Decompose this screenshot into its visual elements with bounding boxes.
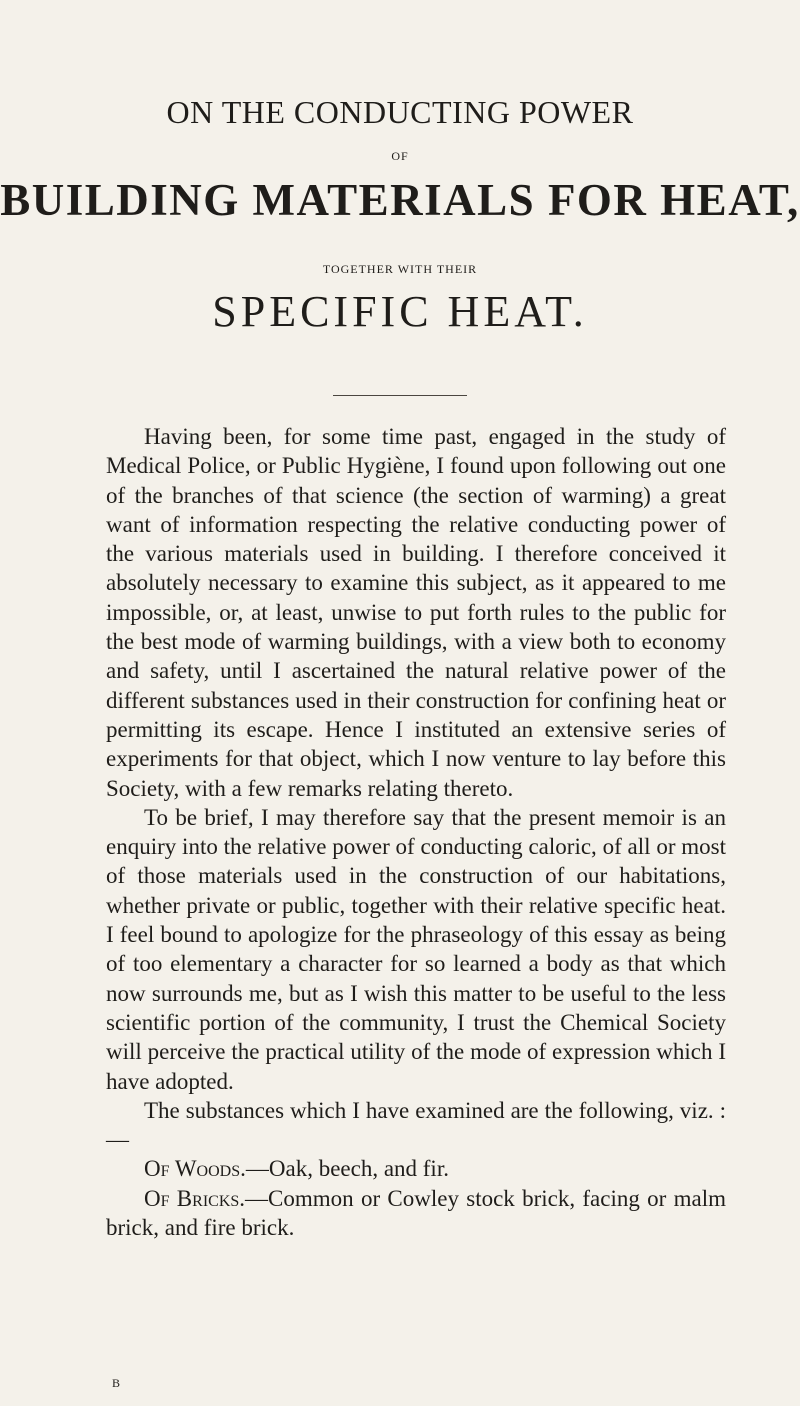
woods-label: Of Woods.	[144, 1156, 246, 1182]
paragraph-2: To be brief, I may therefore say that the present memoir is an enquiry into the relative power of conducting caloric, of all or most of those materials used in the construction of our habitations, whether private or public, together with their relative specific heat. I feel bound to apologize for the phraseology of this essay as being of too elementary a character for so learned a body as that which now surrounds me, but as I wish this matter to be useful to the less scientific portion of the community, I trust the Chemical Society will perceive the practical utility of the mode of expression which I have adopted.	[106, 804, 726, 1094]
title-together: TOGETHER WITH THEIR	[322, 262, 478, 276]
woods-text: —Oak, beech, and fir.	[245, 1156, 449, 1182]
title-divider	[333, 395, 467, 396]
title-line-1: ON THE CONDUCTING POWER	[166, 94, 634, 130]
bricks-entry	[106, 1184, 726, 1243]
signature-mark: B	[112, 1376, 122, 1390]
bricks-label: Of Bricks.	[144, 1185, 246, 1211]
woods-entry	[106, 1154, 726, 1183]
paragraph-3: The substances which I have examined are the following, viz. :—	[106, 1097, 726, 1153]
title-main: BUILDING MATERIALS FOR HEAT,	[0, 175, 800, 225]
article-body	[106, 422, 726, 1242]
title-of: OF	[391, 149, 409, 163]
paragraph-1: Having been, for some time past, engaged in the study of Medical Police, or Public Hygiène, I found upon following out one of the branches of that science (the section of warming) a great want of information respecting the relative conducting power of the various materials used in building. I therefore conceived it absolutely necessary to examine this subject, as it appeared to me impossible, or, at least, unwise to put forth rules to the public for the best mode of warming buildings, with a view both to economy and safety, until I ascertained the natural relative power of the different substances used in their construction for confining heat or permitting its escape. Hence I instituted an extensive series of experiments for that object, which I now venture to lay before this Society, with a few remarks relating thereto.	[106, 424, 726, 801]
bricks-text: —Common or Cowley stock brick, facing or malm brick, and fire brick.	[106, 1185, 726, 1241]
title-specific: SPECIFIC HEAT.	[212, 287, 588, 336]
